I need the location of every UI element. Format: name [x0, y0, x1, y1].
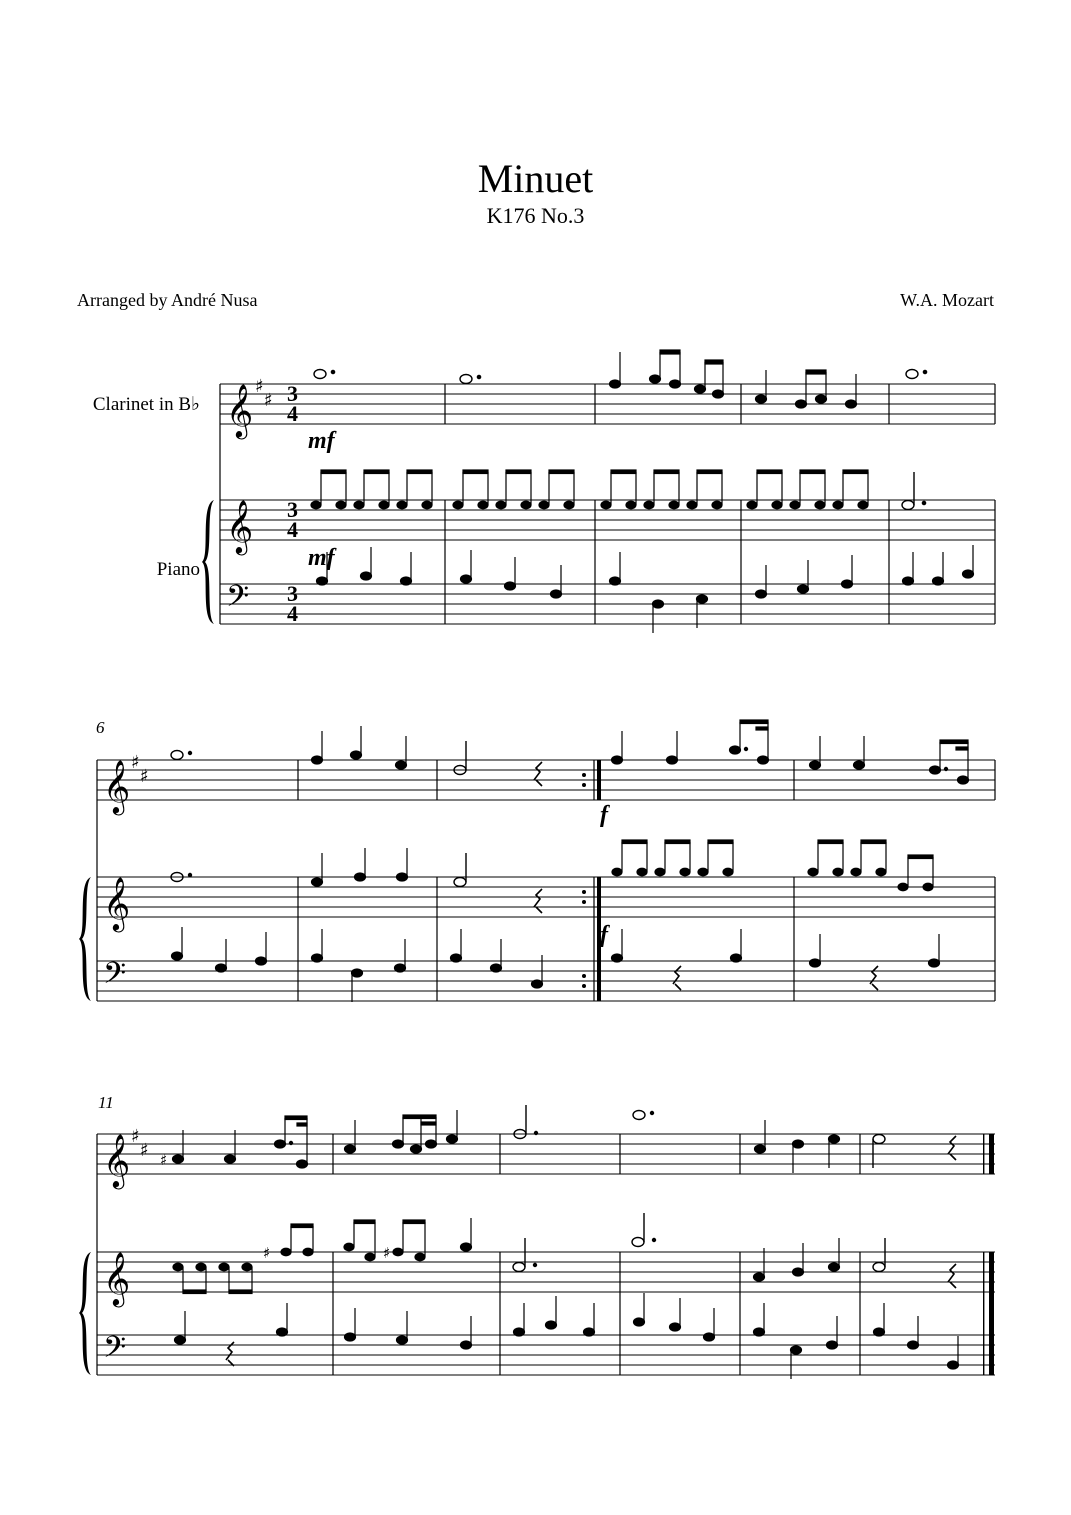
dynamic-marking: mf — [308, 428, 335, 454]
dynamic-marking: mf — [308, 545, 335, 571]
notes-piano-treble-half — [902, 472, 926, 510]
notes-piano-treble — [173, 1213, 956, 1294]
brace — [79, 877, 91, 1001]
treble-clef-icon: 𝄞 — [103, 759, 131, 813]
bass-clef-icon: 𝄢 — [103, 957, 127, 998]
svg-text:3: 3 — [287, 497, 298, 522]
sharp-icon: ♯ — [140, 766, 149, 787]
bass-clef-icon: 𝄢 — [226, 580, 250, 621]
treble-clef-icon: 𝄞 — [226, 499, 254, 553]
arranger-credit: Arranged by André Nusa — [77, 290, 258, 310]
sharp-icon: ♯ — [383, 1244, 391, 1262]
bass-clef-icon: 𝄢 — [103, 1331, 127, 1372]
final-barline — [983, 1134, 994, 1375]
svg-text:4: 4 — [287, 517, 298, 542]
notes-clarinet — [160, 1105, 956, 1173]
brace — [202, 500, 214, 624]
sharp-icon: ♯ — [131, 752, 140, 773]
system-2 — [79, 718, 995, 1002]
treble-clef-icon: 𝄞 — [103, 876, 131, 930]
staff-clarinet — [220, 384, 995, 424]
notes-piano-bass — [175, 1293, 959, 1379]
staff-piano-bass — [97, 961, 995, 1001]
treble-clef-icon: 𝄞 — [226, 383, 254, 437]
svg-text:3: 3 — [287, 381, 298, 406]
treble-clef-icon: 𝄞 — [103, 1133, 131, 1187]
svg-text:3: 3 — [287, 581, 298, 606]
composer-credit: W.A. Mozart — [900, 290, 994, 310]
notes-clarinet-filled — [610, 350, 857, 408]
notes-piano-treble — [311, 470, 868, 509]
brace — [79, 1252, 91, 1375]
notes-piano-bass — [317, 545, 974, 633]
measure-number: 11 — [98, 1093, 114, 1112]
time-signature — [287, 381, 298, 626]
barlines — [97, 1134, 860, 1375]
svg-text:4: 4 — [287, 401, 298, 426]
sharp-icon: ♯ — [255, 376, 264, 397]
notes-clarinet — [171, 720, 969, 786]
staff-piano-bass — [220, 584, 995, 624]
dynamic-marking: f — [600, 922, 608, 948]
page-title: Minuet — [477, 156, 594, 201]
barlines — [97, 760, 995, 1001]
page-subtitle: K176 No.3 — [486, 203, 585, 228]
sharp-icon: ♯ — [263, 1244, 271, 1262]
dynamic-marking: f — [600, 802, 608, 828]
measure-number: 6 — [96, 718, 105, 737]
sharp-icon: ♯ — [140, 1140, 149, 1161]
instrument-label-piano: Piano — [156, 559, 200, 580]
sharp-icon: ♯ — [131, 1126, 140, 1147]
repeat-barline — [582, 760, 601, 1001]
sharp-icon: ♯ — [160, 1151, 168, 1169]
staff-piano-treble — [97, 877, 995, 917]
instrument-label-clarinet: Clarinet in B♭ — [92, 394, 200, 415]
sharp-icon: ♯ — [264, 390, 273, 411]
svg-text:4: 4 — [287, 601, 298, 626]
system-3 — [79, 1093, 995, 1379]
treble-clef-icon: 𝄞 — [103, 1251, 131, 1305]
system-1 — [93, 350, 995, 633]
